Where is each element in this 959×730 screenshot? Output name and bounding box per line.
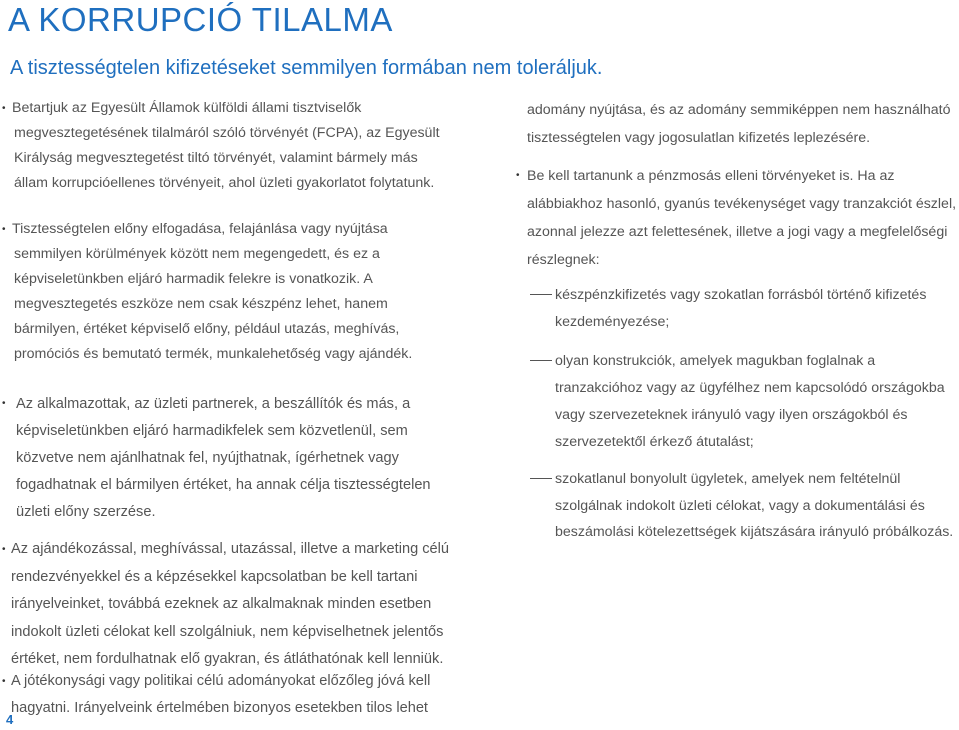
text-line: képviseletünkben eljáró harmadik felekre is vonatkozik. A: [14, 271, 373, 287]
bullet-icon: •: [2, 398, 6, 409]
continuation-paragraph: [527, 96, 951, 152]
text-line: hagyatni. Irányelveink értelmében bizonyos esetekben tilos lehet: [11, 700, 428, 716]
text-line: szokatlanul bonyolult ügyletek, amelyek nem feltételnül: [555, 471, 901, 487]
text-line: alábbiakhoz hasonló, gyanús tevékenységet vagy tranzakciót észlel,: [527, 196, 957, 212]
dash-item-cash: [520, 282, 956, 336]
text-line: vagy szervezeteknek irányuló vagy ilyen országokból és: [555, 407, 908, 423]
bullet-icon: •: [2, 224, 6, 235]
text-line: készpénzkifizetés vagy szokatlan forrásból történő kifizetés: [555, 287, 927, 303]
bullet-icon: •: [2, 544, 6, 555]
bullet-paragraph-donations: [2, 668, 431, 722]
text-line: részlegnek:: [527, 252, 600, 268]
dash-marker: [530, 360, 552, 361]
bullet-icon: •: [516, 170, 520, 181]
text-line: promóciós és bemutató termék, munkalehetőség vagy ajándék.: [14, 346, 413, 362]
bullet-icon: •: [2, 103, 6, 114]
text-line: Az ajándékozással, meghívással, utazással, illetve a marketing célú: [11, 541, 450, 557]
text-line: tisztességtelen vagy jogosulatlan kifizetés leplezésére.: [527, 130, 871, 146]
text-line: kezdeményezése;: [555, 314, 670, 330]
bullet-paragraph-fcpa: [2, 96, 440, 196]
text-line: Be kell tartanunk a pénzmosás elleni törvényeket is. Ha az: [527, 168, 895, 184]
bullet-icon: •: [2, 676, 6, 687]
text-line: indokolt üzleti célokat kell szolgálniuk, nem képviselhetnek jelentős: [11, 623, 444, 640]
dash-item-complex-transactions: [520, 466, 956, 546]
text-line: olyan konstrukciók, amelyek magukban foglalnak a: [555, 353, 876, 369]
text-line: fogadhatnak el bármilyen értéket, ha annak célja tisztességtelen: [16, 477, 431, 493]
text-line: állam korrupcióellenes törvényeit, ahol üzleti gyakorlatot folytatunk.: [14, 175, 435, 191]
text-line: szervezetektől érkező átutalást;: [555, 434, 754, 450]
text-line: beszámolási kötelezettségek kijátszására irányuló próbálkozás.: [555, 524, 954, 540]
dash-marker: [530, 294, 552, 295]
text-line: szolgálnak indokolt üzleti célokat, vagy a dokumentálási és: [555, 497, 925, 514]
text-line: üzleti előny szerzése.: [16, 504, 156, 520]
text-line: irányelveinket, továbbá ezeknek az alkalmaknak minden esetben: [11, 596, 432, 612]
text-line: A jótékonysági vagy politikai célú adományokat előzőleg jóvá kell: [11, 673, 431, 689]
bullet-paragraph-gifts: [2, 536, 450, 674]
text-line: Az alkalmazottak, az üzleti partnerek, a beszállítók és más, a: [16, 396, 411, 412]
text-line: közvetve nem ajánlhatnak fel, nyújthatnak, ígérhetnek vagy: [16, 450, 399, 466]
text-line: képviseletünkben eljáró harmadikfelek sem közvetlenül, sem: [16, 423, 408, 439]
text-line: Királyság megvesztegetést tiltó törvényét, valamint bármely más: [14, 150, 418, 166]
dash-marker: [530, 478, 552, 479]
text-line: értéket, nem fordulhatnak elő gyakran, és átláthatónak kell lenniük.: [11, 651, 444, 667]
page-title: A KORRUPCIÓ TILALMA: [8, 1, 393, 38]
text-line: megvesztegetésének tilalmáról szóló törvényét (FCPA), az Egyesült: [14, 125, 440, 141]
text-line: semmilyen körülmények között nem megengedett, és ez a: [14, 246, 380, 262]
text-line: megvesztegetés eszköze nem csak készpénz lehet, hanem: [14, 296, 388, 312]
text-line: bármilyen, értéket képviselő előny, például utazás, meghívás,: [14, 321, 400, 337]
text-line: Tisztességtelen előny elfogadása, felajánlása vagy nyújtása: [12, 221, 388, 237]
bullet-paragraph-partners: [2, 391, 431, 526]
text-line: Betartjuk az Egyesült Államok külföldi állami tisztviselők: [12, 100, 362, 116]
text-line: adomány nyújtása, és az adomány semmiképpen nem használható: [527, 102, 951, 118]
text-line: tranzakcióhoz vagy az ügyfélhez nem kapcsolódó országokba: [555, 380, 945, 396]
bullet-paragraph-advantage: [2, 217, 413, 367]
text-line: azonnal jelezze azt felettesének, illetve a jogi vagy a megfelelőségi: [527, 224, 948, 240]
page-number: 4: [6, 712, 14, 727]
page-subtitle: A tisztességtelen kifizetéseket semmilyen formában nem toleráljuk.: [10, 57, 603, 79]
dash-item-transfers: [520, 348, 956, 456]
text-line: rendezvényekkel és a képzésekkel kapcsolatban be kell tartani: [11, 568, 418, 585]
bullet-paragraph-money-laundering: [516, 162, 957, 274]
